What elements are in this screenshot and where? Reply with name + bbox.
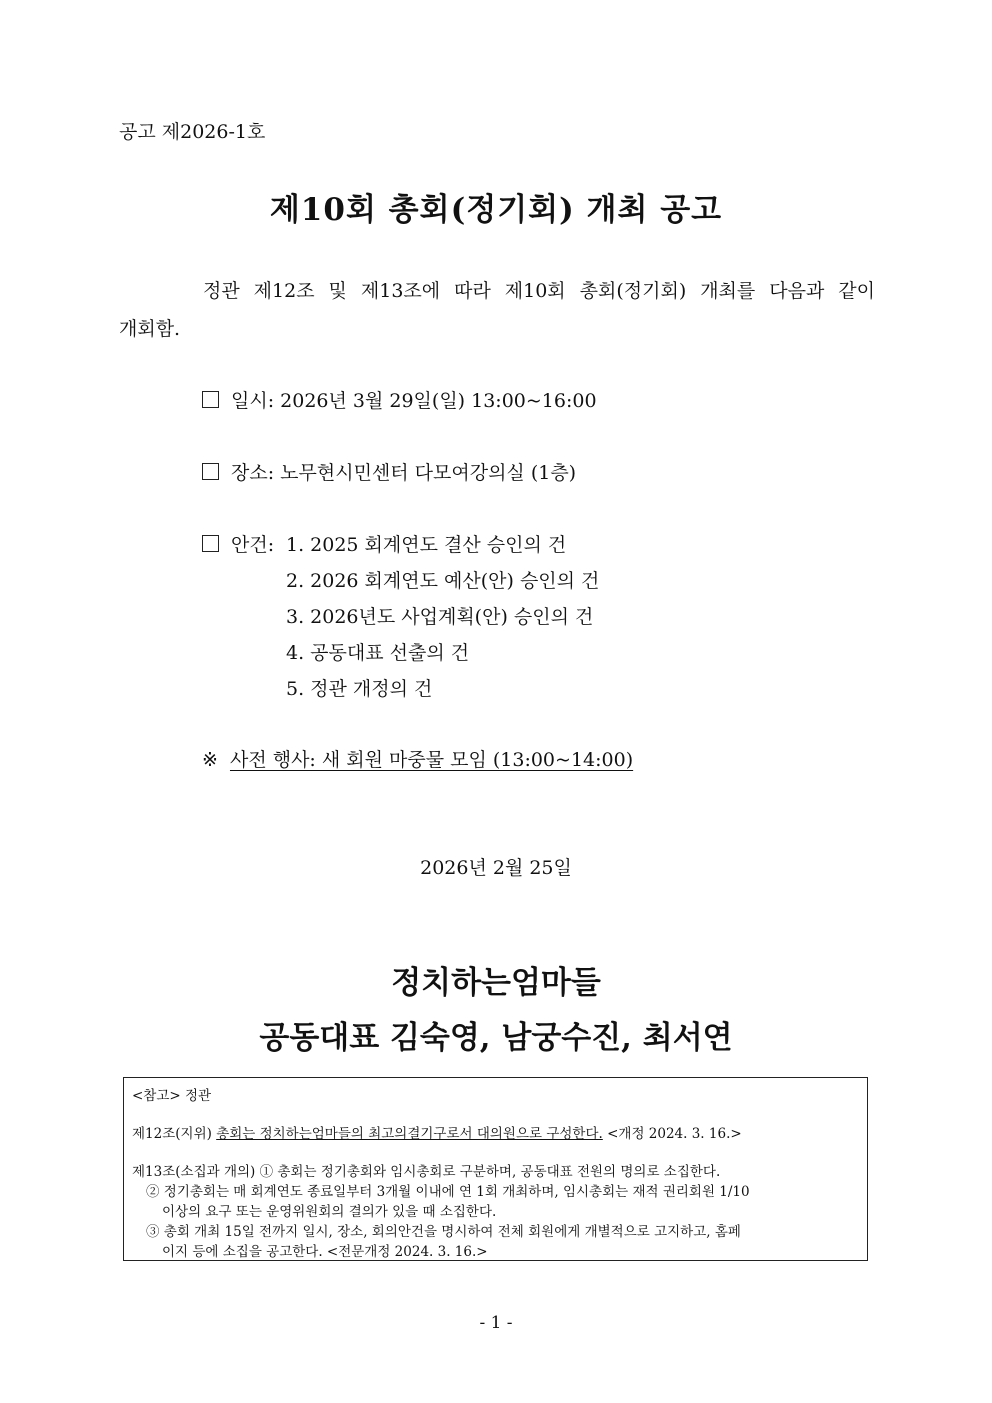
checkbox-icon [202,391,219,408]
agenda-entry-1: 1. 2025 회계연도 결산 승인의 건 [286,534,567,556]
article-12-suffix: <개정 2024. 3. 16.> [607,1126,742,1142]
agenda-entry-2: 2. 2026 회계연도 예산(안) 승인의 건 [286,570,600,592]
notice-date: 2026년 2월 25일 [420,857,572,879]
agenda-entry-3: 3. 2026년도 사업계획(안) 승인의 건 [286,606,594,628]
article-13-line-4: ③ 총회 개최 15일 전까지 일시, 장소, 회의안건을 명시하여 전체 회원에게 개별적으로 고지하고, 홈페 [146,1224,741,1240]
representatives: 공동대표 김숙영, 남궁수진, 최서연 [259,1020,733,1056]
datetime-item [202,386,597,413]
reference-mark-icon: ※ [202,749,218,771]
document-title: 제10회 총회(정기회) 개최 공고 [269,192,723,228]
article-12-body: 총회는 정치하는엄마들의 최고의결기구로서 대의원으로 구성한다. [216,1126,603,1142]
checkbox-icon [202,463,219,480]
pre-event-text: 사전 행사: 새 회원 마중물 모임 (13:00~14:00) [229,749,634,771]
organization-name: 정치하는엄마들 [391,965,601,1001]
article-13-line-5: 이지 등에 소집을 공고한다. <전문개정 2024. 3. 16.> [162,1244,488,1260]
datetime-text: 일시: 2026년 3월 29일(일) 13:00~16:00 [231,390,597,412]
checkbox-icon [202,535,219,552]
article-13-line-3: 이상의 요구 또는 운영위원회의 결의가 있을 때 소집한다. [162,1204,497,1220]
article-12 [132,1122,742,1142]
agenda-entry-4: 4. 공동대표 선출의 건 [286,642,470,664]
agenda-label: 안건: [231,534,275,556]
intro-line-1: 정관 제12조 및 제13조에 따라 제10회 총회(정기회) 개최를 다음과 같이 [203,280,875,302]
article-13-line-1: 제13조(소집과 개의) ① 총회는 정기총회와 임시총회로 구분하며, 공동대표 전원의 명의로 소집한다. [132,1164,721,1180]
agenda-entry-5: 5. 정관 개정의 건 [286,678,433,700]
intro-line-2: 개회함. [119,318,181,340]
article-12-prefix: 제12조(지위) [132,1126,212,1142]
agenda-item [202,530,274,557]
page-number: - 1 - [479,1313,513,1333]
place-item [202,458,576,485]
article-13-line-2: ② 정기총회는 매 회계연도 종료일부터 3개월 이내에 연 1회 개최하며, 임시총회는 재적 권리회원 1/10 [146,1184,750,1200]
reference-heading: <참고> 정관 [132,1088,212,1104]
place-text: 장소: 노무현시민센터 다모여강의실 (1층) [231,462,577,484]
notice-number: 공고 제2026-1호 [119,121,266,143]
reference-box [123,1077,868,1261]
pre-event-note [202,745,633,772]
